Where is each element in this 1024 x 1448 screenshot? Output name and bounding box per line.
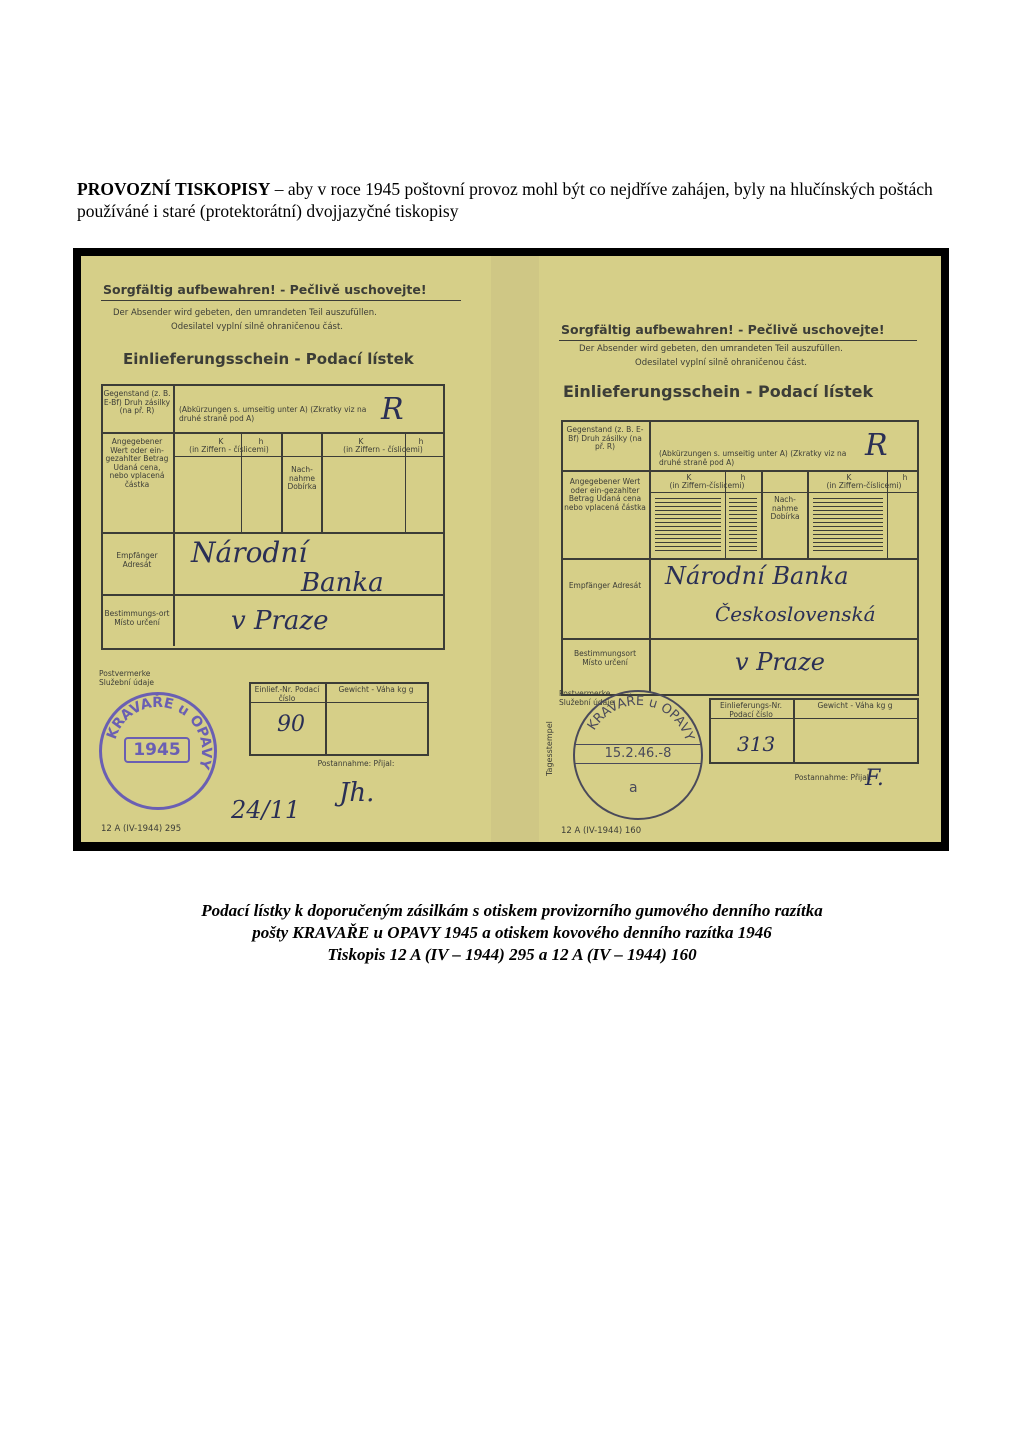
heading-rest: – aby v roce 1945 poštovní provoz mohl být co nejdříve zahájen, byly na hlučínských poštách používáné i staré (protektorátní) dvojjazyčné tiskopisy [77, 179, 933, 221]
label-gegenstand: Gegenstand (z. B. E-Bf) Druh zásilky (na př. R) [103, 389, 171, 415]
hatch-area [813, 498, 883, 554]
hatch-area [655, 498, 721, 554]
label-ziffern2: (in Ziffern - číslicemi) [343, 445, 423, 454]
label-gewicht: Gewicht - Váha kg g [338, 685, 414, 694]
stamp-year: 1945 [124, 737, 190, 763]
card-top-line: Sorgfältig aufbewahren! - Pečlivě uschovejte! [103, 282, 427, 297]
metal-date-stamp [573, 690, 703, 820]
handwritten-addressee-1: Národní [191, 536, 308, 569]
label-gewicht: Gewicht - Váha kg g [817, 701, 893, 710]
sender-note-de: Der Absender wird gebeten, den umrandeten Teil auszufüllen. [113, 308, 377, 318]
receipt-card-1946 [539, 256, 941, 842]
handwritten-number: 90 [277, 712, 305, 737]
label-wert: Angegebener Wert oder ein-gezahlter Betrag Udaná cena nebo vplacená částka [564, 477, 646, 512]
handwritten-type: R [865, 428, 888, 463]
label-k: K [686, 473, 692, 482]
label-postvermerke: Postvermerke Služební údaje [559, 689, 614, 707]
handwritten-destination: v Praze [735, 648, 825, 676]
caption-line-2: pošty KRAVAŘE u OPAVY 1945 a otiskem kovového denního razítka 1946 [252, 923, 772, 942]
stamp-letter: a [629, 780, 638, 796]
label-ziffern: (in Ziffern-číslicemi) [669, 481, 745, 490]
card-title: Einlieferungsschein - Podací lístek [563, 382, 874, 401]
stamp-date: 15.2.46.-8 [575, 744, 701, 764]
caption-line-3: Tiskopis 12 A (IV – 1944) 295 a 12 A (IV – 1944) 160 [327, 945, 697, 964]
label-einlief: Einlief.-Nr. Podací číslo [254, 685, 320, 703]
label-postvermerke: Postvermerke Služební údaje [99, 669, 154, 687]
label-ziffern: (in Ziffern - číslicemi) [189, 445, 269, 454]
handwritten-destination: v Praze [231, 606, 329, 636]
label-bestimmungsort: Bestimmungsort Místo určení [573, 649, 637, 667]
document-photo [73, 248, 949, 851]
handwritten-addressee-2: Československá [715, 602, 876, 626]
label-h: h [740, 473, 746, 482]
svg-text:KRAVAŘE u OPAVY [585, 693, 697, 743]
label-empfaenger: Empfänger Adresát [116, 551, 158, 569]
receipt-card-1945 [81, 256, 491, 842]
stamp-text: KRAVAŘE u OPAVY [103, 695, 214, 772]
handwritten-signature: F. [865, 766, 884, 791]
card-title: Einlieferungsschein - Podací lístek [123, 350, 414, 368]
rubber-date-stamp [99, 692, 217, 810]
label-bestimmungsort: Bestimmungs-ort Místo určení [104, 609, 170, 627]
label-nachnahme: Nach-nahme Dobírka [287, 465, 317, 491]
page-heading [77, 178, 937, 222]
heading-lead: PROVOZNÍ TISKOPISY [77, 179, 271, 199]
handwritten-addressee-2: Banka [301, 568, 384, 598]
label-k2: K [358, 437, 364, 446]
label-wert: Angegebener Wert oder ein-gezahlter Betrag Udaná cena, nebo vplacená částka [105, 437, 169, 489]
card-top-line: Sorgfältig aufbewahren! - Pečlivě uschovejte! [561, 322, 885, 337]
handwritten-addressee-1: Národní Banka [665, 562, 849, 590]
handwritten-type: R [381, 392, 404, 427]
handwritten-signature: Jh. [339, 778, 375, 808]
label-ziffern2: (in Ziffern-číslicemi) [826, 481, 902, 490]
photo-caption [0, 900, 1024, 966]
label-abbr: (Abkürzungen s. umseitig unter A) (Zkratky viz na druhé straně pod A) [659, 449, 847, 467]
hatch-area [729, 498, 757, 554]
divider [101, 300, 461, 301]
sender-note-de: Der Absender wird gebeten, den umrandeten Teil auszufüllen. [579, 344, 843, 354]
handwritten-number: 313 [737, 732, 776, 756]
label-gegenstand: Gegenstand (z. B. E-Bf) Druh zásilky (na př. R) [566, 425, 644, 451]
scan-gap [491, 256, 539, 842]
label-einlief: Einlieferungs-Nr. Podací číslo [720, 701, 782, 719]
label-postannahme: Postannahme: Přijal: [317, 759, 395, 768]
label-k2: K [846, 473, 852, 482]
form-code: 12 A (IV-1944) 160 [561, 826, 642, 836]
label-h: h [258, 437, 264, 446]
label-postannahme: Postannahme: Přijal: [794, 773, 872, 782]
label-empfaenger: Empfänger Adresát [568, 581, 642, 590]
handwritten-date: 24/11 [231, 796, 301, 824]
label-nachnahme: Nach-nahme Dobírka [770, 495, 800, 521]
stamp-side-label: Tagesstempel [545, 721, 554, 776]
label-h2: h [902, 473, 908, 482]
form-code: 12 A (IV-1944) 295 [101, 824, 182, 834]
sender-note-cz: Odesilatel vyplní silně ohraničenou část. [635, 358, 808, 368]
label-abbr: (Abkürzungen s. umseitig unter A) (Zkratky viz na druhé straně pod A) [179, 405, 367, 423]
sender-note-cz: Odesilatel vyplní silně ohraničenou část. [171, 322, 344, 332]
caption-line-1: Podací lístky k doporučeným zásilkám s otiskem provizorního gumového denního razítka [201, 901, 823, 920]
label-k: K [218, 437, 224, 446]
stamp-text: KRAVAŘE u OPAVY [584, 693, 697, 743]
label-h2: h [418, 437, 424, 446]
